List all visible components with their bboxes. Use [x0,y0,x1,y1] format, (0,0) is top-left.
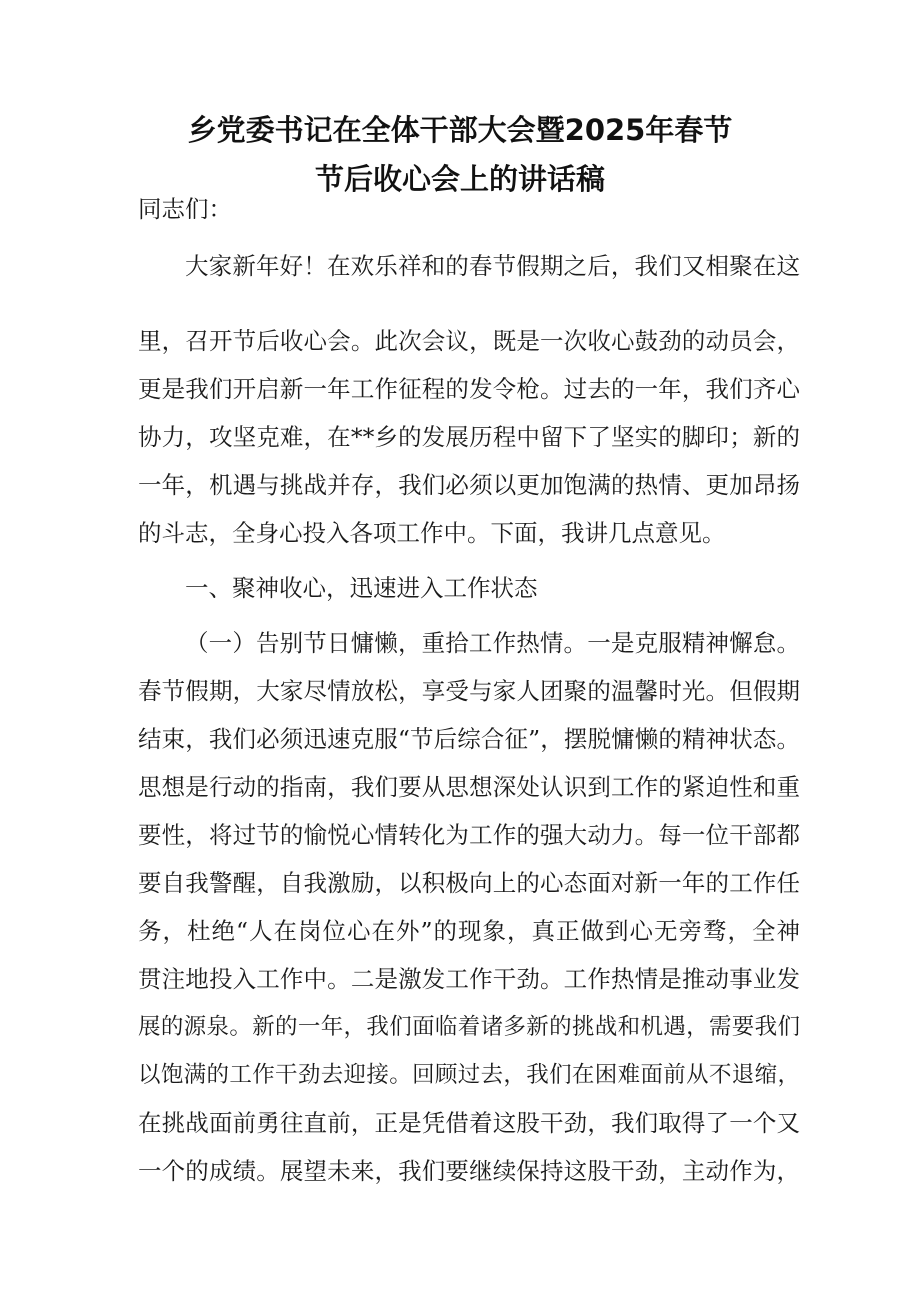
intro-line-3: 更是我们开启新一年工作征程的发令枪。过去的一年，我们齐心 [138,375,800,403]
section1-line-7: 务，杜绝“人在岗位心在外”的现象，真正做到心无旁骛，全神 [138,917,800,945]
section1-line-5: 要性，将过节的愉悦心情转化为工作的强大动力。每一位干部都 [138,821,800,849]
intro-line-1: 大家新年好！在欢乐祥和的春节假期之后，我们又相聚在这 [185,252,800,280]
section1-line-11: 在挑战面前勇往直前，正是凭借着这股干劲，我们取得了一个又 [138,1109,800,1137]
section1-line-6: 要自我警醒，自我激励，以积极向上的心态面对新一年的工作任 [138,869,800,897]
salutation: 同志们： [138,195,232,223]
section1-line-3: 结束，我们必须迅速克服“节后综合征”，摆脱慵懒的精神状态。 [138,725,800,753]
intro-line-4: 协力，攻坚克难，在**乡的发展历程中留下了坚实的脚印；新的 [138,423,800,451]
section-heading-1: 一、聚神收心，迅速进入工作状态 [185,574,538,602]
intro-line-5: 一年，机遇与挑战并存，我们必须以更加饱满的热情、更加昂扬 [138,471,800,499]
section1-line-4: 思想是行动的指南，我们要从思想深处认识到工作的紧迫性和重 [138,773,800,801]
document-title-line-2: 节后收心会上的讲话稿 [314,162,605,196]
section1-line-10: 以饱满的工作干劲去迎接。回顾过去，我们在困难面前从不退缩， [138,1062,800,1088]
section1-line-1: （一）告别节日慵懒，重拾工作热情。一是克服精神懈怠。 [185,629,800,657]
section1-line-9: 展的源泉。新的一年，我们面临着诸多新的挑战和机遇，需要我们 [138,1014,800,1040]
intro-line-6: 的斗志，全身心投入各项工作中。下面，我讲几点意见。 [138,519,726,547]
section1-line-2: 春节假期，大家尽情放松，享受与家人团聚的温馨时光。但假期 [138,677,800,705]
intro-line-2: 里，召开节后收心会。此次会议，既是一次收心鼓劲的动员会， [138,327,800,355]
document-title-line-1: 乡党委书记在全体干部大会暨2025年春节 [187,113,733,147]
section1-line-8: 贯注地投入工作中。二是激发工作干劲。工作热情是推动事业发 [138,965,800,993]
section1-line-12: 一个的成绩。展望未来，我们要继续保持这股干劲，主动作为， [138,1157,800,1185]
